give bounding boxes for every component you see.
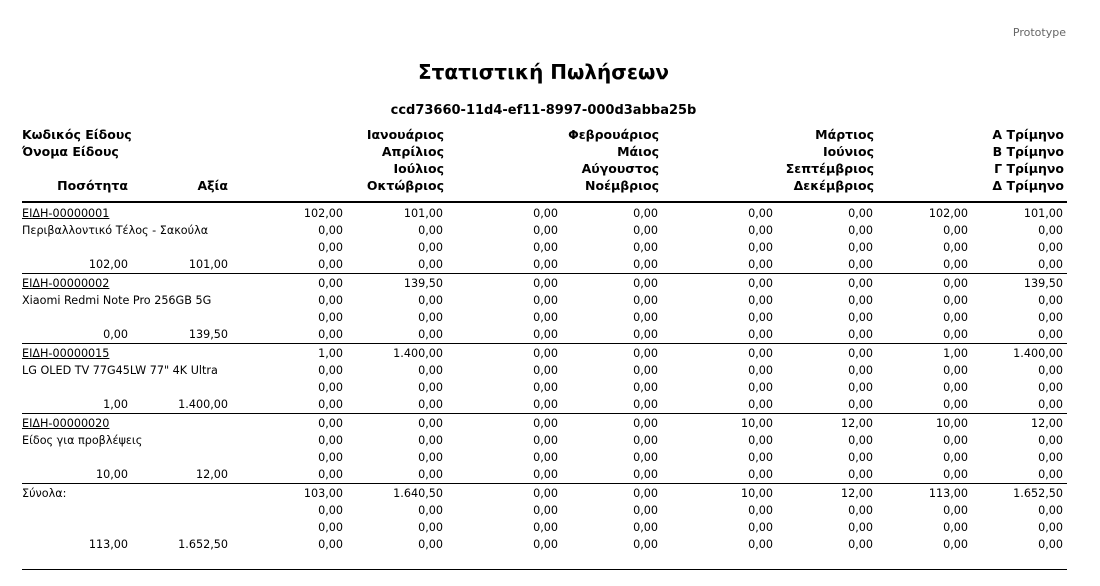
totals-quantity: 113,00 bbox=[88, 538, 128, 551]
value-cell: 0,00 bbox=[1038, 294, 1063, 307]
value-cell: 0,00 bbox=[748, 468, 773, 481]
value-cell: 0,00 bbox=[943, 504, 968, 517]
prototype-label: Prototype bbox=[1012, 26, 1066, 39]
value-cell: 0,00 bbox=[943, 364, 968, 377]
value-cell: 0,00 bbox=[533, 347, 558, 360]
value-cell: 0,00 bbox=[748, 451, 773, 464]
value-cell: 0,00 bbox=[418, 451, 443, 464]
item-code-link[interactable]: ΕΙΔΗ-00000020 bbox=[22, 417, 110, 430]
value-cell: 0,00 bbox=[943, 398, 968, 411]
value-cell: 0,00 bbox=[633, 381, 658, 394]
header-divider bbox=[22, 201, 1067, 203]
value-cell: 0,00 bbox=[418, 434, 443, 447]
value-cell: 12,00 bbox=[840, 417, 873, 430]
value-cell: 0,00 bbox=[848, 241, 873, 254]
header-col1-m3: Ιούλιος bbox=[393, 161, 444, 176]
value-cell: 1,00 bbox=[318, 347, 343, 360]
value-cell: 0,00 bbox=[418, 381, 443, 394]
item-name: LG OLED TV 77G45LW 77" 4K Ultra bbox=[22, 364, 218, 377]
value-cell: 0,00 bbox=[748, 364, 773, 377]
value-cell: 0,00 bbox=[633, 521, 658, 534]
value-cell: 1,00 bbox=[943, 347, 968, 360]
value-cell: 0,00 bbox=[318, 381, 343, 394]
value-cell: 0,00 bbox=[943, 277, 968, 290]
value-cell: 0,00 bbox=[418, 294, 443, 307]
value-cell: 0,00 bbox=[318, 364, 343, 377]
value-cell: 0,00 bbox=[533, 521, 558, 534]
value-cell: 0,00 bbox=[1038, 328, 1063, 341]
item-quantity: 1,00 bbox=[103, 398, 128, 411]
item-value: 12,00 bbox=[195, 468, 228, 481]
value-cell: 0,00 bbox=[633, 451, 658, 464]
report-id: ccd73660-11d4-ef11-8997-000d3abba25b bbox=[390, 103, 697, 118]
value-cell: 0,00 bbox=[633, 328, 658, 341]
value-cell: 0,00 bbox=[633, 504, 658, 517]
header-col2-m4: Νοέμβριος bbox=[585, 178, 659, 193]
value-cell: 0,00 bbox=[418, 311, 443, 324]
value-cell: 0,00 bbox=[848, 434, 873, 447]
value-cell: 0,00 bbox=[848, 207, 873, 220]
value-cell: 0,00 bbox=[318, 468, 343, 481]
value-cell: 0,00 bbox=[318, 241, 343, 254]
value-cell: 0,00 bbox=[418, 417, 443, 430]
block-divider bbox=[22, 413, 1067, 414]
value-cell: 0,00 bbox=[943, 381, 968, 394]
item-code-link[interactable]: ΕΙΔΗ-00000015 bbox=[22, 347, 110, 360]
value-cell: 0,00 bbox=[848, 521, 873, 534]
item-quantity: 0,00 bbox=[103, 328, 128, 341]
item-value: 139,50 bbox=[188, 328, 228, 341]
value-cell: 0,00 bbox=[748, 398, 773, 411]
value-cell: 0,00 bbox=[633, 311, 658, 324]
value-cell: 0,00 bbox=[848, 328, 873, 341]
header-col4-q2: Β Τρίμηνο bbox=[992, 144, 1064, 159]
value-cell: 0,00 bbox=[533, 311, 558, 324]
value-cell: 0,00 bbox=[533, 417, 558, 430]
item-value: 1.400,00 bbox=[178, 398, 228, 411]
value-cell: 0,00 bbox=[633, 241, 658, 254]
header-item-name: Όνομα Είδους bbox=[22, 144, 119, 159]
value-cell: 0,00 bbox=[533, 241, 558, 254]
value-cell: 12,00 bbox=[840, 487, 873, 500]
value-cell: 0,00 bbox=[943, 311, 968, 324]
value-cell: 0,00 bbox=[943, 434, 968, 447]
value-cell: 0,00 bbox=[318, 258, 343, 271]
value-cell: 0,00 bbox=[1038, 241, 1063, 254]
header-col2-m2: Μάιος bbox=[617, 144, 659, 159]
value-cell: 0,00 bbox=[748, 504, 773, 517]
header-col4-q3: Γ Τρίμηνο bbox=[994, 161, 1064, 176]
header-item-code: Κωδικός Είδους bbox=[22, 127, 132, 142]
value-cell: 10,00 bbox=[740, 417, 773, 430]
value-cell: 0,00 bbox=[533, 328, 558, 341]
value-cell: 0,00 bbox=[943, 224, 968, 237]
report-title: Στατιστική Πωλήσεων bbox=[418, 60, 669, 84]
value-cell: 0,00 bbox=[748, 311, 773, 324]
value-cell: 0,00 bbox=[533, 258, 558, 271]
value-cell: 0,00 bbox=[848, 277, 873, 290]
value-cell: 0,00 bbox=[848, 258, 873, 271]
value-cell: 0,00 bbox=[418, 398, 443, 411]
value-cell: 0,00 bbox=[943, 451, 968, 464]
value-cell: 0,00 bbox=[418, 468, 443, 481]
value-cell: 0,00 bbox=[418, 521, 443, 534]
value-cell: 0,00 bbox=[533, 487, 558, 500]
header-col3-m3: Σεπτέμβριος bbox=[785, 161, 874, 176]
value-cell: 10,00 bbox=[935, 417, 968, 430]
header-col1-m4: Οκτώβριος bbox=[366, 178, 444, 193]
header-col3-m1: Μάρτιος bbox=[815, 127, 874, 142]
value-cell: 0,00 bbox=[748, 521, 773, 534]
value-cell: 0,00 bbox=[1038, 258, 1063, 271]
value-cell: 0,00 bbox=[748, 258, 773, 271]
value-cell: 0,00 bbox=[748, 328, 773, 341]
item-code-link[interactable]: ΕΙΔΗ-00000002 bbox=[22, 277, 110, 290]
value-cell: 0,00 bbox=[633, 277, 658, 290]
value-cell: 0,00 bbox=[318, 451, 343, 464]
value-cell: 0,00 bbox=[318, 417, 343, 430]
value-cell: 0,00 bbox=[418, 224, 443, 237]
value-cell: 0,00 bbox=[533, 277, 558, 290]
value-cell: 0,00 bbox=[533, 381, 558, 394]
header-col2-m3: Αύγουστος bbox=[581, 161, 659, 176]
value-cell: 0,00 bbox=[533, 451, 558, 464]
value-cell: 0,00 bbox=[633, 434, 658, 447]
value-cell: 0,00 bbox=[1038, 521, 1063, 534]
value-cell: 0,00 bbox=[1038, 451, 1063, 464]
value-cell: 0,00 bbox=[848, 364, 873, 377]
value-cell: 0,00 bbox=[1038, 398, 1063, 411]
block-divider bbox=[22, 273, 1067, 274]
value-cell: 0,00 bbox=[533, 538, 558, 551]
value-cell: 0,00 bbox=[633, 487, 658, 500]
value-cell: 102,00 bbox=[303, 207, 343, 220]
value-cell: 101,00 bbox=[1023, 207, 1063, 220]
header-col2-m1: Φεβρουάριος bbox=[568, 127, 659, 142]
item-code-link[interactable]: ΕΙΔΗ-00000001 bbox=[22, 207, 110, 220]
totals-value: 1.652,50 bbox=[178, 538, 228, 551]
value-cell: 0,00 bbox=[748, 434, 773, 447]
header-col1-m2: Απρίλιος bbox=[381, 144, 444, 159]
value-cell: 0,00 bbox=[318, 504, 343, 517]
value-cell: 0,00 bbox=[1038, 434, 1063, 447]
value-cell: 0,00 bbox=[1038, 381, 1063, 394]
value-cell: 0,00 bbox=[1038, 224, 1063, 237]
value-cell: 0,00 bbox=[533, 504, 558, 517]
value-cell: 101,00 bbox=[403, 207, 443, 220]
value-cell: 0,00 bbox=[633, 417, 658, 430]
value-cell: 0,00 bbox=[418, 504, 443, 517]
value-cell: 0,00 bbox=[848, 311, 873, 324]
value-cell: 0,00 bbox=[943, 538, 968, 551]
block-divider bbox=[22, 483, 1067, 484]
value-cell: 0,00 bbox=[633, 294, 658, 307]
value-cell: 0,00 bbox=[318, 328, 343, 341]
value-cell: 0,00 bbox=[748, 241, 773, 254]
value-cell: 0,00 bbox=[533, 364, 558, 377]
value-cell: 0,00 bbox=[318, 538, 343, 551]
value-cell: 12,00 bbox=[1030, 417, 1063, 430]
header-quantity: Ποσότητα bbox=[57, 178, 128, 193]
value-cell: 0,00 bbox=[748, 347, 773, 360]
value-cell: 1.652,50 bbox=[1013, 487, 1063, 500]
value-cell: 0,00 bbox=[748, 381, 773, 394]
value-cell: 1.400,00 bbox=[1013, 347, 1063, 360]
value-cell: 0,00 bbox=[748, 277, 773, 290]
value-cell: 113,00 bbox=[928, 487, 968, 500]
value-cell: 0,00 bbox=[418, 258, 443, 271]
value-cell: 1.640,50 bbox=[393, 487, 443, 500]
value-cell: 0,00 bbox=[1038, 538, 1063, 551]
value-cell: 0,00 bbox=[318, 434, 343, 447]
value-cell: 0,00 bbox=[1038, 364, 1063, 377]
value-cell: 0,00 bbox=[318, 294, 343, 307]
item-quantity: 10,00 bbox=[95, 468, 128, 481]
value-cell: 0,00 bbox=[318, 311, 343, 324]
value-cell: 0,00 bbox=[748, 294, 773, 307]
value-cell: 0,00 bbox=[848, 538, 873, 551]
value-cell: 139,50 bbox=[1023, 277, 1063, 290]
value-cell: 0,00 bbox=[943, 241, 968, 254]
value-cell: 102,00 bbox=[928, 207, 968, 220]
value-cell: 0,00 bbox=[1038, 311, 1063, 324]
item-value: 101,00 bbox=[188, 258, 228, 271]
value-cell: 0,00 bbox=[848, 468, 873, 481]
value-cell: 0,00 bbox=[633, 538, 658, 551]
value-cell: 0,00 bbox=[848, 347, 873, 360]
value-cell: 139,50 bbox=[403, 277, 443, 290]
value-cell: 0,00 bbox=[943, 521, 968, 534]
item-name: Περιβαλλοντικό Τέλος - Σακούλα bbox=[22, 224, 209, 237]
value-cell: 0,00 bbox=[318, 398, 343, 411]
value-cell: 0,00 bbox=[943, 468, 968, 481]
value-cell: 0,00 bbox=[533, 398, 558, 411]
value-cell: 0,00 bbox=[533, 224, 558, 237]
value-cell: 0,00 bbox=[533, 468, 558, 481]
value-cell: 0,00 bbox=[533, 207, 558, 220]
value-cell: 0,00 bbox=[1038, 504, 1063, 517]
value-cell: 0,00 bbox=[633, 347, 658, 360]
value-cell: 0,00 bbox=[1038, 468, 1063, 481]
value-cell: 0,00 bbox=[418, 328, 443, 341]
value-cell: 0,00 bbox=[633, 207, 658, 220]
totals-label: Σύνολα: bbox=[22, 487, 67, 500]
value-cell: 0,00 bbox=[633, 258, 658, 271]
header-col4-q4: Δ Τρίμηνο bbox=[992, 178, 1064, 193]
value-cell: 0,00 bbox=[943, 294, 968, 307]
value-cell: 0,00 bbox=[848, 294, 873, 307]
value-cell: 0,00 bbox=[318, 277, 343, 290]
value-cell: 0,00 bbox=[848, 381, 873, 394]
header-col4-q1: Α Τρίμηνο bbox=[992, 127, 1064, 142]
value-cell: 0,00 bbox=[633, 364, 658, 377]
value-cell: 0,00 bbox=[848, 224, 873, 237]
value-cell: 0,00 bbox=[418, 538, 443, 551]
value-cell: 0,00 bbox=[418, 241, 443, 254]
value-cell: 0,00 bbox=[633, 398, 658, 411]
header-col1-m1: Ιανουάριος bbox=[366, 127, 444, 142]
item-name: Xiaomi Redmi Note Pro 256GB 5G bbox=[22, 294, 212, 307]
value-cell: 0,00 bbox=[848, 504, 873, 517]
value-cell: 0,00 bbox=[748, 207, 773, 220]
value-cell: 0,00 bbox=[318, 224, 343, 237]
value-cell: 0,00 bbox=[418, 364, 443, 377]
item-quantity: 102,00 bbox=[88, 258, 128, 271]
value-cell: 10,00 bbox=[740, 487, 773, 500]
header-value: Αξία bbox=[197, 178, 228, 193]
block-divider bbox=[22, 343, 1067, 344]
value-cell: 0,00 bbox=[533, 294, 558, 307]
value-cell: 0,00 bbox=[943, 328, 968, 341]
value-cell: 0,00 bbox=[848, 451, 873, 464]
value-cell: 103,00 bbox=[303, 487, 343, 500]
value-cell: 0,00 bbox=[748, 224, 773, 237]
value-cell: 0,00 bbox=[633, 468, 658, 481]
header-col3-m4: Δεκέμβριος bbox=[793, 178, 874, 193]
value-cell: 0,00 bbox=[748, 538, 773, 551]
item-name: Είδος για προβλέψεις bbox=[22, 434, 143, 447]
report-bottom-rule bbox=[22, 569, 1067, 570]
value-cell: 0,00 bbox=[943, 258, 968, 271]
header-col3-m2: Ιούνιος bbox=[822, 144, 874, 159]
value-cell: 0,00 bbox=[533, 434, 558, 447]
value-cell: 0,00 bbox=[633, 224, 658, 237]
value-cell: 0,00 bbox=[318, 521, 343, 534]
value-cell: 1.400,00 bbox=[393, 347, 443, 360]
value-cell: 0,00 bbox=[848, 398, 873, 411]
